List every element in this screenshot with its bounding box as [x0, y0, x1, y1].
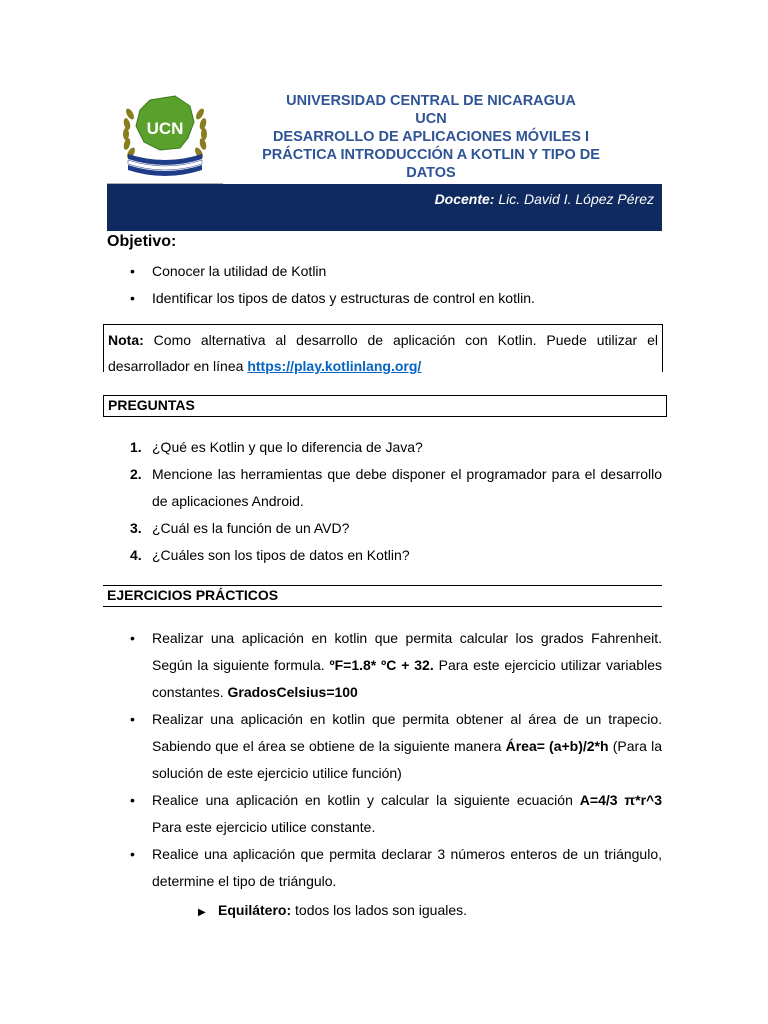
objetivo-heading: Objetivo: — [107, 233, 177, 250]
exercise-text: Para este ejercicio utilice constante. — [152, 819, 376, 835]
list-item — [130, 434, 662, 461]
question-number: 3. — [130, 520, 142, 536]
question-text: ¿Cuál es la función de un AVD? — [152, 520, 350, 536]
list-item — [130, 706, 662, 787]
docente-text — [435, 191, 654, 207]
ejercicios-list — [130, 625, 662, 895]
exercise-text: Para este ejercicio utilizar variables constantes. — [152, 657, 662, 700]
list-item: • Conocer la utilidad de Kotlin — [130, 258, 670, 285]
exercise-text: Realizar una aplicación en kotlin que permita calcular los grados Fahrenheit. Según la siguiente formula. — [152, 630, 662, 673]
sub-item-text: todos los lados son iguales. — [291, 902, 468, 918]
nota-label: Nota: — [108, 332, 144, 348]
list-item — [130, 787, 662, 841]
question-text: Mencione las herramientas que debe disponer el programador para el desarrollo de aplicaciones Android. — [152, 466, 662, 509]
document-title — [250, 92, 612, 182]
ejercicios-rule-bottom — [103, 606, 662, 607]
logo-text: UCN — [146, 119, 184, 138]
question-number: 2. — [130, 466, 142, 482]
title-line-practice: PRÁCTICA INTRODUCCIÓN A KOTLIN Y TIPO DE — [262, 147, 600, 163]
nota-text: Como alternativa al desarrollo de aplicación con Kotlin. Puede utilizar el desarrollador en línea — [108, 332, 658, 374]
title-line-university: UNIVERSIDAD CENTRAL DE NICARAGUA — [286, 93, 576, 109]
ejercicios-rule-top — [103, 585, 662, 586]
nota-box — [103, 324, 663, 372]
exercise-text: Realice una aplicación que permita declarar 3 números enteros de un triángulo, determine el tipo de triángulo. — [152, 846, 662, 889]
ejercicios-heading: EJERCICIOS PRÁCTICOS — [107, 587, 279, 603]
docente-label: Docente: — [434, 191, 495, 207]
docente-name: Lic. David I. López Pérez — [494, 191, 654, 207]
sub-list-item — [198, 897, 467, 926]
list-item — [130, 625, 662, 706]
exercise-formula: Área= (a+b)/2*h — [505, 738, 609, 754]
preguntas-list — [130, 434, 662, 569]
list-item — [130, 542, 662, 569]
list-item: • Identificar los tipos de datos y estructuras de control en kotlin. — [130, 285, 670, 312]
list-item — [130, 515, 662, 542]
title-line-ucn: UCN — [415, 111, 447, 127]
exercise-text: (Para la solución de este ejercicio utilice función) — [152, 738, 662, 781]
kotlin-playground-link[interactable]: https://play.kotlinlang.org/ — [247, 358, 422, 374]
question-text: ¿Cuáles son los tipos de datos en Kotlin? — [152, 547, 410, 563]
list-item — [130, 841, 662, 895]
question-number: 4. — [130, 547, 142, 563]
ucn-logo — [120, 92, 210, 188]
question-number: 1. — [130, 439, 142, 455]
preguntas-heading: PREGUNTAS — [103, 395, 667, 417]
title-line-datos: DATOS — [406, 165, 456, 181]
exercise-formula: A=4/3 π*r^3 — [579, 792, 663, 808]
exercise-text: Realizar una aplicación en kotlin que permita obtener al área de un trapecio. Sabiendo que el área se obtiene de la siguiente manera — [152, 711, 662, 754]
objetivo-list — [130, 258, 670, 312]
exercise-formula: ºF=1.8* ºC + 32. — [329, 657, 434, 673]
exercise-text: Realice una aplicación en kotlin y calcular la siguiente ecuación — [152, 792, 580, 808]
sub-item-label: Equilátero: — [218, 902, 292, 918]
title-line-course: DESARROLLO DE APLICACIONES MÓVILES I — [272, 129, 590, 145]
exercise-constant: GradosCelsius=100 — [227, 684, 358, 700]
list-item — [130, 461, 662, 515]
question-text: ¿Qué es Kotlin y que lo diferencia de Java? — [152, 439, 423, 455]
triangle-right-icon: ▶ — [198, 907, 206, 918]
docente-banner — [107, 184, 662, 231]
